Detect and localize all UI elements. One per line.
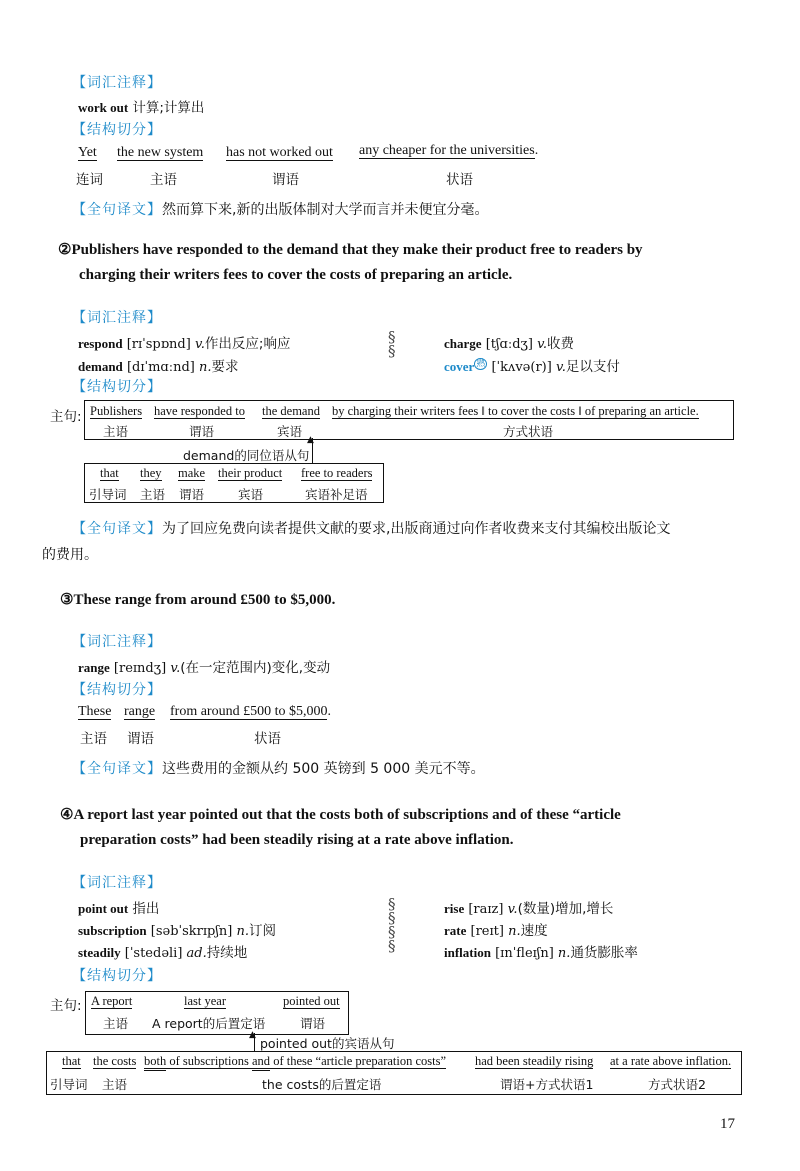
segment-en: had been steadily rising [475, 1054, 594, 1068]
vocab-entry: charge [tʃɑːdʒ] v.收费 [444, 336, 575, 352]
segment-en: pointed out [283, 994, 340, 1008]
segment-en: has not worked out [226, 145, 333, 160]
vocab-entry: respond [rɪˈspɒnd] v.作出反应;响应 [78, 336, 291, 352]
segment-en: the new system [117, 145, 204, 160]
vocab-entry: point out 指出 [78, 901, 160, 917]
segment-zh: 谓语 [127, 731, 154, 747]
vocab-entry: rate [reɪt] n.速度 [444, 923, 548, 939]
segment-zh: 主语 [102, 1077, 128, 1092]
segment-en: These [78, 704, 112, 719]
segment-zh: 主语 [140, 487, 166, 502]
familiar-mark-icon: 熟 [476, 358, 486, 369]
segment-zh: 方式状语 [503, 424, 554, 439]
segment-en: the demand [262, 404, 320, 418]
divider-squiggle: § § § § [388, 895, 396, 955]
structure-label: 【结构切分】 [72, 968, 162, 984]
segment-zh: 宾语 [238, 487, 264, 502]
segment-zh: 引导词 [50, 1077, 88, 1092]
vocab-entry: subscription [səbˈskrɪpʃn] n.订阅 [78, 923, 276, 939]
vocab-entry: work out 计算;计算出 [78, 100, 205, 116]
segment-zh: the costs的后置定语 [262, 1077, 382, 1092]
segment-en: their product [218, 466, 283, 480]
sentence-2-line2: charging their writers fees to cover the costs of preparing an article. [79, 267, 513, 283]
segment-en: both of subscriptions and of these “article preparation costs” [144, 1054, 446, 1069]
translation-line: 【全句译文】这些费用的金额从约 500 英镑到 5 000 美元不等。 [72, 761, 485, 777]
vocab-label: 【词汇注释】 [72, 875, 162, 891]
segment-zh: 谓语 [179, 487, 205, 502]
segment-en: make [178, 466, 206, 480]
structure-label: 【结构切分】 [72, 682, 162, 698]
segment-en: range [124, 704, 156, 719]
segment-zh: 状语 [254, 731, 281, 747]
segment-en: last year [184, 994, 226, 1008]
vocab-entry: cover $^熟$ [ˈkʌvə(r)] v.足以支付 [444, 358, 620, 375]
segment-zh: 连词 [76, 172, 103, 188]
segment-zh: 谓语 [189, 424, 215, 439]
divider-squiggle: § § [388, 328, 396, 360]
segment-zh: A report的后置定语 [152, 1016, 266, 1031]
vocab-entry: demand [dɪˈmɑːnd] n.要求 [78, 359, 239, 375]
segment-zh: 谓语+方式状语1 [500, 1077, 594, 1092]
segment-en: the costs [93, 1054, 137, 1068]
sentence-2-line1: ②Publishers have responded to the demand that they make their product free to readers by [58, 242, 643, 258]
segment-en: from around £500 to $5,000. [170, 704, 331, 719]
segment-en: Publishers [90, 404, 143, 418]
main-clause-label: 主句: [50, 409, 82, 425]
translation-line: 【全句译文】然而算下来,新的出版体制对大学而言并未便宜分毫。 [72, 202, 489, 218]
arrow-up-icon: ▲ [307, 435, 314, 445]
segment-en: A report [91, 994, 133, 1008]
sentence-3: ③These range from around £500 to $5,000. [60, 592, 336, 608]
segment-zh: 谓语 [300, 1016, 326, 1031]
segment-en: that [62, 1054, 81, 1068]
main-clause-label: 主句: [50, 998, 82, 1014]
segment-zh: 宾语补足语 [305, 487, 368, 502]
vocab-label: 【词汇注释】 [72, 634, 162, 650]
vocab-label: 【词汇注释】 [72, 75, 162, 91]
vocab-entry: steadily [ˈstedəli] ad.持续地 [78, 945, 248, 961]
sentence-4-line2: preparation costs” had been steadily rising at a rate above inflation. [80, 832, 514, 848]
object-clause-label: pointed out的宾语从句 [260, 1036, 395, 1051]
segment-zh: 主语 [80, 731, 107, 747]
sentence-4-line1: ④A report last year pointed out that the costs both of subscriptions and of these “article [60, 807, 621, 823]
segment-en: that [100, 466, 119, 480]
segment-en: by charging their writers fees ‖ to cover the costs ‖ of preparing an article. [332, 404, 699, 418]
vocab-entry: range [reɪndʒ] v.(在一定范围内)变化,变动 [78, 660, 331, 676]
segment-en: Yet [78, 145, 97, 160]
vocab-entry: inflation [ɪnˈfleɪʃn] n.通货膨胀率 [444, 945, 638, 961]
segment-zh: 谓语 [272, 172, 299, 188]
structure-label: 【结构切分】 [72, 122, 162, 138]
structure-label: 【结构切分】 [72, 379, 162, 395]
segment-en: they [140, 466, 162, 480]
segment-zh: 主语 [103, 1016, 129, 1031]
appositive-label: demand的同位语从句 [183, 448, 310, 463]
segment-en: at a rate above inflation. [610, 1054, 732, 1068]
vocab-label: 【词汇注释】 [72, 310, 162, 326]
segment-en: any cheaper for the universities. [359, 143, 539, 158]
segment-en: free to readers [301, 466, 373, 480]
arrow-up-icon: ▲ [249, 1030, 256, 1040]
segment-zh: 方式状语2 [648, 1077, 706, 1092]
segment-zh: 宾语 [277, 424, 303, 439]
page-number: 17 [720, 1116, 735, 1132]
vocab-entry: rise [raɪz] v.(数量)增加,增长 [444, 901, 614, 917]
segment-en: have responded to [154, 404, 245, 418]
translation-line: 【全句译文】为了回应免费向读者提供文献的要求,出版商通过向作者收费来支付其编校出版论文 [72, 521, 671, 537]
segment-zh: 引导词 [89, 487, 127, 502]
translation-line: 的费用。 [42, 547, 98, 563]
segment-zh: 主语 [103, 424, 129, 439]
segment-zh: 状语 [446, 172, 473, 188]
segment-zh: 主语 [150, 172, 177, 188]
